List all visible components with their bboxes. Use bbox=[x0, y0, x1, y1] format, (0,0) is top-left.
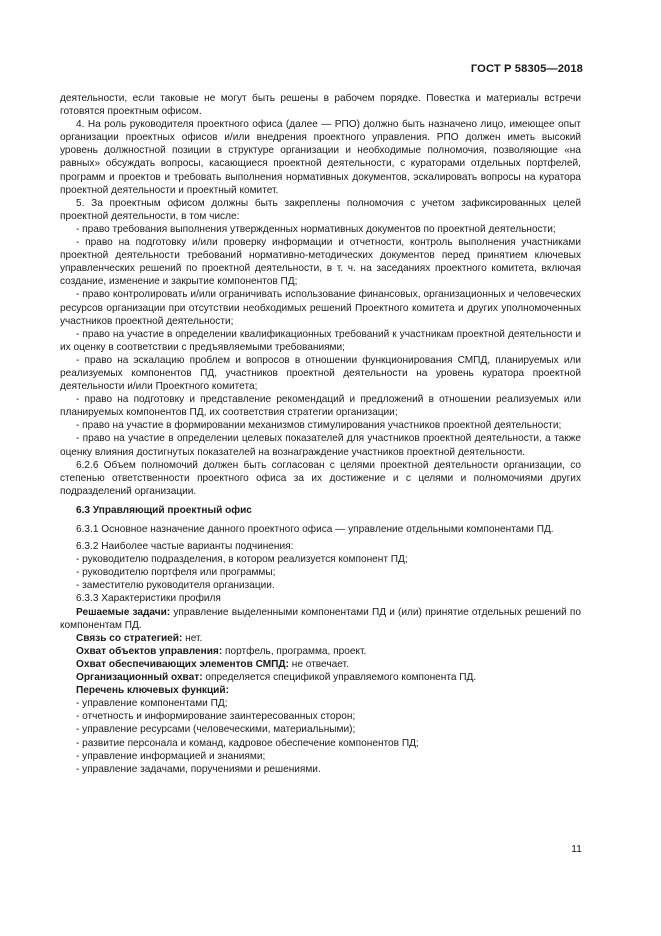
authority-item: - право на подготовку и представление рекомендаций и предложений в отношении реализуемых или планируемых компонентов ПД, их соответствия стратегии организации; bbox=[60, 394, 581, 419]
profile-tasks-label: Решаемые задачи: bbox=[76, 606, 171, 618]
profile-elements bbox=[60, 658, 581, 671]
profile-org-value: определяется спецификой управляемого компонента ПД. bbox=[202, 672, 477, 684]
subordination-item: - руководителю портфеля или программы; bbox=[76, 567, 276, 579]
authority-item: - право на эскалацию проблем и вопросов в отношении функционирования СМПД, планируемых или реализуемых компонентов ПД, участников проектной деятельности на уровень куратора проектной деятельности и/или Проектного комитета; bbox=[60, 354, 581, 393]
paragraph-item-5: 5. За проектным офисом должны быть закреплены полномочия с учетом зафиксированных целей проектной деятельности, в том числе: bbox=[60, 197, 581, 222]
profile-objects-value: портфель, программа, проект. bbox=[222, 645, 367, 657]
profile-objects bbox=[60, 645, 581, 658]
section-heading: 6.3 Управляющий проектный офис bbox=[76, 504, 252, 516]
profile-tasks-value: управление выделенными компонентами ПД и (или) принятие отдельных решений по компонентам ПД. bbox=[60, 606, 581, 631]
authority-item: - право контролировать и/или ограничивать использование финансовых, организационных и человеческих ресурсов организации при отсутствии необходимых решений Проектного комитета и других уполномоченных участников проектной деятельности; bbox=[60, 289, 581, 327]
profile-strategy bbox=[60, 632, 581, 645]
authority-item: - право на участие в формировании механизмов стимулирования участников проектной деятельности; bbox=[76, 420, 562, 432]
profile-strategy-value: нет. bbox=[182, 632, 203, 644]
function-item: - управление задачами, поручениями и решениями. bbox=[76, 763, 321, 775]
profile-tasks bbox=[60, 606, 581, 632]
paragraph-item-4: 4. На роль руководителя проектного офиса (далее — РПО) должно быть назначено лицо, имеющее опыт организации проектных офисов и/или внедрения проектного управления. РПО должен иметь высокий уровень должностной позиции в структуре организации и необходимые полномочия, позволяющие «на равных» обсуждать вопросы, касающиеся проектной деятельности, с кураторами отдельных портфелей, программ и проектов и требовать выполнения нормативных документов, эскалировать вопросы на куратора проектной деятельности и проектный комитет. bbox=[60, 119, 581, 196]
paragraph-6-3-3-title: 6.3.3 Характеристики профиля bbox=[76, 593, 221, 605]
authority-item: - право на участие в определении квалификационных требований к участникам проектной деятельности и их оценку в соответствии с предъявляемыми требованиями; bbox=[60, 328, 581, 353]
paragraph-continued: деятельности, если таковые не могут быть решены в рабочем порядке. Повестка и материалы встречи готовятся проектным офисом. bbox=[60, 93, 581, 118]
paragraph-6-3-2-title: 6.3.2 Наиболее частые варианты подчинения: bbox=[76, 541, 294, 553]
authority-item: - право требования выполнения утвержденных нормативных документов по проектной деятельности; bbox=[76, 223, 556, 235]
document-code: ГОСТ Р 58305—2018 bbox=[470, 63, 583, 75]
paragraph-6-2-6: 6.2.6 Объем полномочий должен быть согласован с целями проектной деятельности организации, со степенью ответственности проектного офиса за их достижение и с целями и полномочиями других подразделений организации. bbox=[60, 459, 581, 497]
subordination-item: - заместителю руководителя организации. bbox=[76, 580, 275, 592]
profile-elements-value: не отвечает. bbox=[288, 658, 349, 670]
function-item: - отчетность и информирование заинтересованных сторон; bbox=[76, 711, 356, 723]
profile-objects-label: Охват объектов управления: bbox=[76, 645, 223, 657]
profile-elements-label: Охват обеспечивающих элементов СМПД: bbox=[76, 658, 289, 670]
profile-functions-title bbox=[60, 684, 581, 697]
authority-item: - право на участие в определении целевых показателей для участников проектной деятельности, а также оценку влияния достигнутых показателей на вознаграждение участников проектной деятельности. bbox=[60, 433, 581, 458]
paragraph-6-3-1: 6.3.1 Основное назначение данного проектного офиса — управление отдельными компонентами ПД. bbox=[76, 524, 554, 535]
function-item: - управление компонентами ПД; bbox=[76, 698, 228, 710]
function-item: - управление информацией и знаниями; bbox=[76, 750, 266, 762]
subordination-item: - руководителю подразделения, в котором реализуется компонент ПД; bbox=[76, 554, 408, 566]
profile-org bbox=[60, 671, 581, 684]
profile-functions-label: Перечень ключевых функций: bbox=[76, 685, 229, 697]
function-item: - управление ресурсами (человеческими, материальными); bbox=[76, 724, 356, 736]
function-item: - развитие персонала и команд, кадровое обеспечение компонентов ПД; bbox=[76, 737, 419, 749]
page-number: 11 bbox=[571, 843, 582, 855]
profile-org-label: Организационный охват: bbox=[76, 672, 203, 684]
authority-item: - право на подготовку и/или проверку информации и отчетности, контроль выполнения участниками проектной деятельности требований нормативно-методических документов перед принятием ключевых управленческих решений по проектной деятельности, в т. ч. на заседаниях проектного комитета, включая создание, изменение и закрытие компонентов ПД; bbox=[60, 237, 581, 288]
page-body bbox=[60, 92, 581, 776]
profile-strategy-label: Связь со стратегией: bbox=[76, 632, 183, 644]
